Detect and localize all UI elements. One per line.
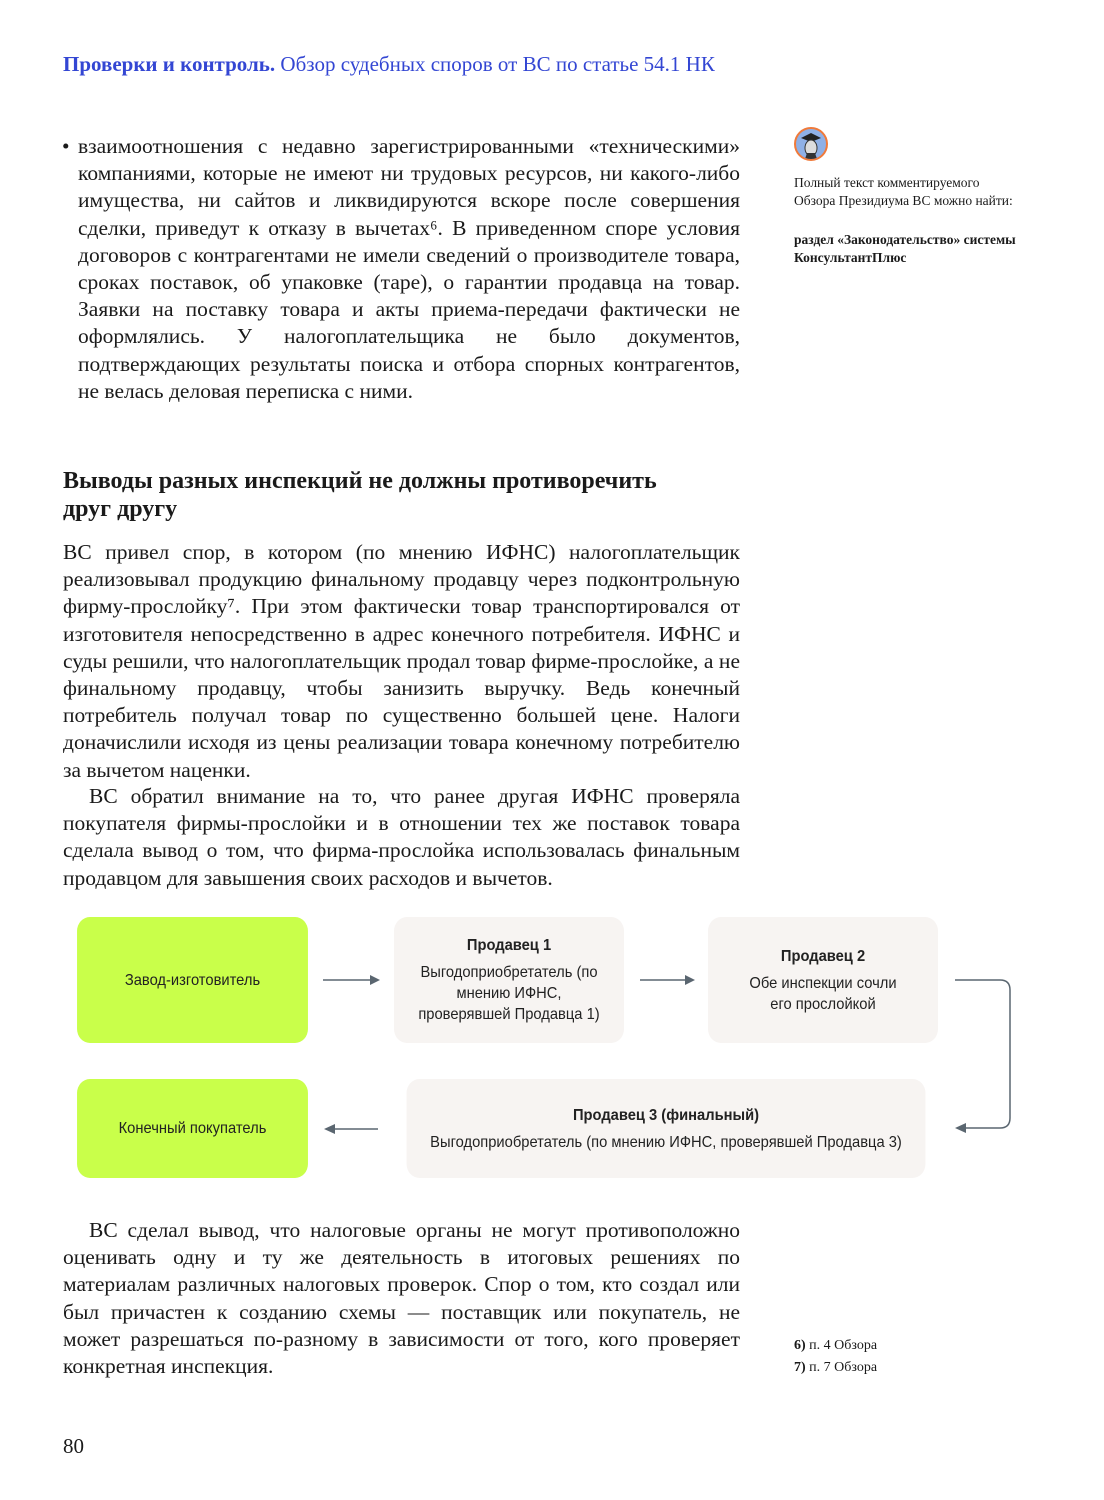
- footnote-number: 6): [794, 1338, 806, 1353]
- footnote-text: п. 4 Обзора: [809, 1338, 878, 1353]
- box-text: Обе инспекции сочли его прослойкой: [749, 974, 897, 1013]
- section-heading: Выводы разных инспекций не должны противоречить друг другу: [63, 468, 657, 522]
- bullet-icon: •: [62, 134, 70, 158]
- paragraph: ВС привел спор, в котором (по мнению ИФНС) налогоплательщик реализовывал продукцию финальному продавцу через подконтрольную фирму-прослойку⁷. При этом фактически товар транспортировался от изготовителя непосредственно в адрес конечного потребителя. ИФНС и суды решили, что налогоплательщик продал товар фирме-прослойке, а не финальному продавцу, чтобы занизить выручку. Ведь конечный потребитель получал товар по существенно большей цене. Налоги доначислили исходя из цены реализации товара конечному потребителю за вычетом наценки.: [63, 540, 740, 782]
- box-title: Продавец 2: [780, 947, 866, 965]
- box-label: Конечный покупатель: [118, 1120, 267, 1137]
- box-title: Продавец 3 (финальный): [572, 1106, 760, 1124]
- header-title: Обзор судебных споров от ВС по статье 54.1 НК: [280, 52, 715, 76]
- sidebar-note: Полный текст комментируемого Обзора Президиума ВС можно найти:: [794, 175, 1013, 208]
- footnote-text: п. 7 Обзора: [809, 1360, 878, 1375]
- paragraph: ВС сделал вывод, что налоговые органы не могут противоположно оценивать одну и ту же деятельность в итоговых решениях по материалам различных налоговых проверок. Спор о том, кто создал или был причастен к созданию схемы — поставщик или покупатель, не может разрешаться по-разному в зависимости от того, кого проверяет конкретная инспекция.: [63, 1218, 740, 1379]
- box-label: Завод-изготовитель: [124, 971, 261, 989]
- bullet-text: взаимоотношения с недавно зарегистрированными «техническими» компаниями, которые не имеют ни трудовых ресурсов, ни какого-либо имущества, ни сайтов и ликвидируются вскоре после совершения сделки, приведут к отказу в вычетах⁶. В приведенном споре условия договоров с контрагентами не имели сведений о производителе товара, сроках поставок, об упаковке (таре), о гарантии продавца на товар. Заявки на поставку товара и акты приема-передачи фактически не оформлялись. У налогоплательщика не было документов, подтверждающих результаты поиска и отбора спорных контрагентов, не велась деловая переписка с ними.: [78, 134, 740, 403]
- section-name: Проверки и контроль.: [63, 52, 276, 76]
- paragraph: ВС обратил внимание на то, что ранее другая ИФНС проверяла покупателя фирмы-прослойки и в отношении тех же поставок товара сделала вывод о том, что фирма-прослойка использовалась финальным продавцом для завышения своих расходов и вычетов.: [63, 784, 740, 890]
- sidebar-link: раздел «Законодательство» системы КонсультантПлюс: [794, 232, 1016, 265]
- box-title: Продавец 1: [466, 937, 552, 954]
- footnote-number: 7): [794, 1360, 806, 1375]
- box-text: Выгодоприобретатель (по мнению ИФНС, проверявшей Продавца 1): [418, 964, 600, 1023]
- arrow-loop-icon: [955, 980, 1010, 1128]
- box-text: Выгодоприобретатель (по мнению ИФНС, проверявшей Продавца 3): [430, 1133, 902, 1151]
- page-number: 80: [63, 1434, 84, 1458]
- footnote: [794, 1338, 877, 1354]
- footnote: [794, 1360, 877, 1376]
